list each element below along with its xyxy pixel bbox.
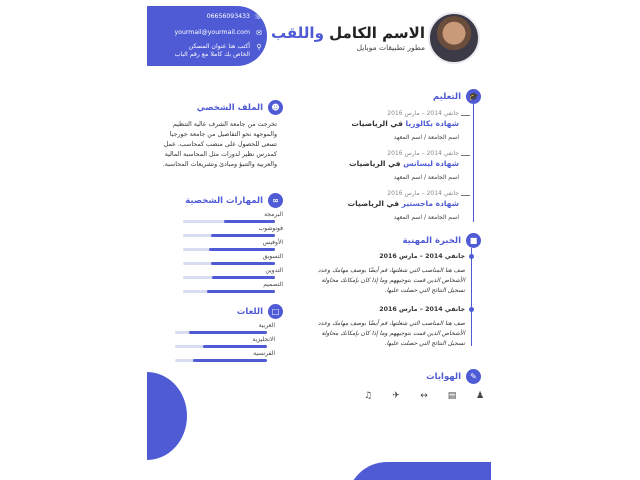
phone-icon: ☏: [254, 13, 263, 21]
language-row: [175, 322, 275, 336]
education-date: جانفي 2014 – مارس 2016: [387, 150, 459, 157]
job-title: مطور تطبيقات موبايل: [356, 43, 425, 52]
language-row: [175, 336, 275, 350]
education-item: [295, 190, 459, 221]
skills-title: [177, 193, 283, 208]
skill-row: [183, 211, 283, 225]
languages-title-text: اللغات: [236, 306, 263, 317]
languages-title: [223, 304, 283, 319]
education-degree: [295, 159, 459, 168]
experience-date: جانفي 2014 – مارس 2016: [379, 306, 465, 313]
education-institution: اسم الجامعة / اسم المعهد: [393, 174, 459, 181]
skill-bar-fill: [211, 262, 275, 265]
skill-bar-track: [183, 276, 275, 279]
education-degree-rest: في الرياضيات: [351, 119, 406, 128]
education-degree-rest: في الرياضيات: [349, 159, 404, 168]
user-icon: ☻: [268, 100, 283, 115]
chess-icon: ♟: [475, 391, 485, 401]
education-title-text: التعليم: [433, 91, 461, 102]
experience-title-text: الخبرة المهنية: [402, 235, 461, 246]
education-timeline-line: [473, 104, 474, 222]
education-degree-highlight: شهادة ليسانس: [403, 159, 459, 168]
education-timeline-tick: [461, 115, 470, 116]
language-bar-track: [175, 359, 267, 362]
skills-title-text: المهارات الشخصية: [185, 195, 263, 206]
pencil-icon: ✎: [466, 369, 481, 384]
resume-sheet: [147, 0, 491, 480]
education-date: جانفي 2014 – مارس 2016: [387, 190, 459, 197]
last-name: واللقب: [271, 24, 324, 42]
education-degree-highlight: شهادة ماجستير: [401, 199, 459, 208]
travel-icon: ✈: [392, 391, 400, 401]
profile-title: [187, 100, 283, 115]
skill-bar-track: [183, 290, 275, 293]
profile-title-text: الملف الشخصي: [196, 102, 263, 113]
experience-timeline-dot: [469, 307, 474, 312]
experience-description: صف هنا المناصب التي شغلتها، قم أيضًا بوصف مهامك وعدد الأشخاص الذين قمت بتوجيههم وما إذا كان بإمكانك محاولة تسجيل النتائج التي حصلت عليها.: [317, 320, 465, 347]
skill-label: التصميم: [263, 281, 283, 288]
skill-row: [183, 267, 283, 281]
decorative-circle: [147, 372, 187, 460]
contact-phone: [161, 13, 263, 21]
mail-icon: ✉: [256, 29, 262, 37]
education-institution: اسم الجامعة / اسم المعهد: [393, 214, 459, 221]
education-title: [407, 89, 481, 104]
decorative-bottom-shape: [347, 462, 491, 480]
hobbies-title-text: الهوايات: [426, 371, 461, 382]
contact-address: [161, 43, 263, 59]
hobbies-list: [361, 390, 487, 402]
education-degree: [295, 199, 459, 208]
language-bar-track: [175, 331, 267, 334]
chat-bubble-icon: □: [268, 304, 283, 319]
full-name: [271, 24, 425, 42]
profile-photo: [428, 12, 480, 64]
education-item: [295, 110, 459, 141]
skill-bar-fill: [211, 234, 275, 237]
experience-title: [387, 233, 481, 248]
skill-row: [183, 253, 283, 267]
experience-date: جانفي 2014 – مارس 2016: [379, 253, 465, 260]
reading-icon: ▤: [447, 391, 457, 401]
education-date: جانفي 2014 – مارس 2016: [387, 110, 459, 117]
language-row: [175, 350, 275, 364]
language-bar-fill: [193, 359, 267, 362]
experience-timeline-line: [471, 248, 472, 346]
skill-row: [183, 281, 283, 295]
skill-label: الأوفيس: [262, 239, 283, 246]
skill-label: فوتوشوب: [258, 225, 283, 232]
language-bar-fill: [203, 345, 267, 348]
language-label: الفرنسية: [253, 350, 275, 357]
location-pin-icon: ⚲: [256, 43, 262, 51]
education-degree-highlight: شهادة بكالوريا: [405, 119, 459, 128]
skill-label: البرمجة: [264, 211, 283, 218]
skill-bar-fill: [224, 220, 275, 223]
language-bar-fill: [189, 331, 267, 334]
email-text: yourmail@yourmail.com: [174, 29, 250, 36]
experience-item: [305, 253, 465, 296]
skill-row: [183, 239, 283, 253]
skill-bar-fill: [212, 276, 275, 279]
education-degree: [295, 119, 459, 128]
address-text: [161, 43, 250, 59]
contact-email: [161, 29, 263, 37]
skill-bar-track: [183, 262, 275, 265]
skill-label: التدوين: [265, 267, 283, 274]
language-bar-track: [175, 345, 267, 348]
experience-description: صف هنا المناصب التي شغلتها، قم أيضًا بوصف مهامك وعدد الأشخاص الذين قمت بتوجيههم وما إذا كان بإمكانك محاولة تسجيل النتائج التي حصلت عليها.: [317, 267, 465, 294]
skill-bar-track: [183, 220, 275, 223]
phone-text: 06656093433: [206, 13, 250, 20]
briefcase-icon: ■: [466, 233, 481, 248]
education-institution: اسم الجامعة / اسم المعهد: [393, 134, 459, 141]
education-item: [295, 150, 459, 181]
address-line-2: الخاص بك كاملا مع رقم الباب: [174, 51, 250, 58]
address-line-1: أكتب هنا عنوان المسكن: [188, 43, 250, 50]
hobbies-title: [407, 369, 481, 384]
graduation-cap-icon: 🎓: [466, 89, 481, 104]
language-label: الانجليزية: [252, 336, 275, 343]
skill-bar-track: [183, 248, 275, 251]
experience-timeline-dot: [469, 254, 474, 259]
fitness-icon: ↔: [420, 391, 428, 401]
music-icon: ♫: [363, 391, 373, 401]
first-name: الاسم الكامل: [329, 24, 425, 42]
education-timeline-tick: [461, 155, 470, 156]
language-label: العربية: [258, 322, 275, 329]
education-degree-rest: في الرياضيات: [347, 199, 402, 208]
experience-item: [305, 306, 465, 349]
skill-row: [183, 225, 283, 239]
skill-bar-track: [183, 234, 275, 237]
link-icon: ∞: [268, 193, 283, 208]
profile-text: تخرجت من جامعة الشرف عالية التنظيم والموجهة نحو التفاصيل من جامعة جورجيا تسعى للحصول على منصب كمحاسب. عمل كمدرس نظير لدورات مثل المحاسبة المالية والعربية والتنبؤ ومبادئ وتشريعات المحاسبة.: [162, 121, 277, 168]
skill-bar-fill: [209, 248, 275, 251]
skill-bar-fill: [207, 290, 275, 293]
education-timeline-tick: [461, 195, 470, 196]
skill-label: التسويق: [262, 253, 283, 260]
